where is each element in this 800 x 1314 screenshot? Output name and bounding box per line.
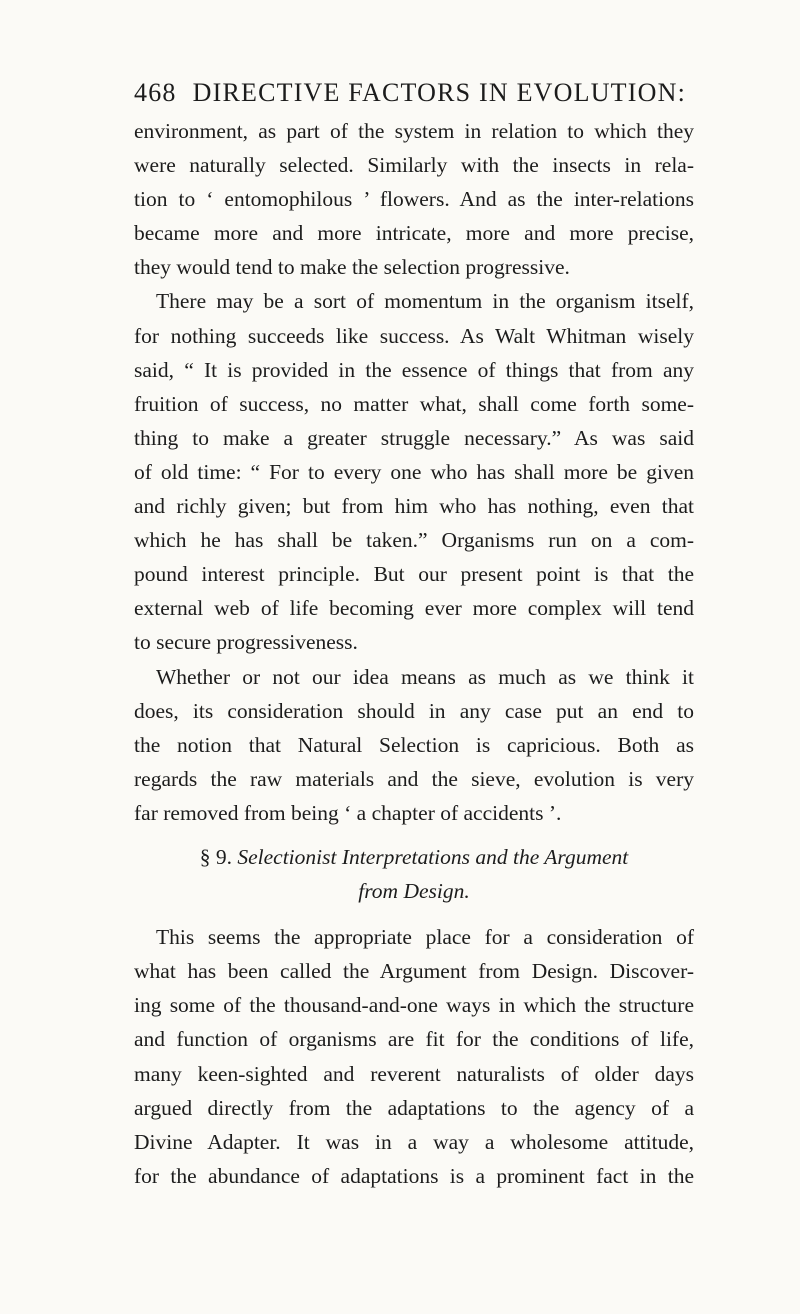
text-line: what has been called the Argument from Design. Discover- xyxy=(134,959,694,984)
text-line: they would tend to make the selection progressive. xyxy=(134,255,570,280)
section-heading-line-2 xyxy=(134,874,694,908)
text-line: of old time: “ For to every one who has shall more be given xyxy=(134,459,694,484)
section-heading xyxy=(134,840,694,908)
section-heading-line-1 xyxy=(134,840,694,874)
text-line: fruition of success, no matter what, shall come forth some- xyxy=(134,391,694,416)
page-number: 468 xyxy=(134,78,177,107)
text-line: ing some of the thousand-and-one ways in which the structure xyxy=(134,993,694,1018)
text-line: many keen-sighted and reverent naturalists of older days xyxy=(134,1061,694,1086)
running-head xyxy=(134,76,694,110)
text-line: which he has shall be taken.” Organisms run on a com- xyxy=(134,528,694,553)
running-head-title: DIRECTIVE FACTORS IN EVOLUTION: xyxy=(192,78,686,107)
section-number: § 9. xyxy=(199,844,232,869)
paragraph-4 xyxy=(134,920,694,1193)
text-line: the notion that Natural Selection is capricious. Both as xyxy=(134,732,694,757)
text-line: regards the raw materials and the sieve, evolution is very xyxy=(134,766,694,791)
section-title-part-1: Selectionist Interpretations and the Argument xyxy=(237,844,629,869)
text-line: external web of life becoming ever more complex will tend xyxy=(134,596,694,621)
paragraph-1 xyxy=(134,114,694,284)
text-line: became more and more intricate, more and more precise, xyxy=(134,221,694,246)
text-line: This seems the appropriate place for a consideration of xyxy=(156,925,694,950)
text-line: does, its consideration should in any case put an end to xyxy=(134,698,694,723)
text-line: Whether or not our idea means as much as we think it xyxy=(156,664,694,689)
body-text xyxy=(134,114,694,1193)
text-line: for nothing succeeds like success. As Walt Whitman wisely xyxy=(134,323,694,348)
text-line: and richly given; but from him who has nothing, even that xyxy=(134,494,694,519)
paragraph-3 xyxy=(134,660,694,830)
text-line: There may be a sort of momentum in the organism itself, xyxy=(156,289,694,314)
section-title-part-2: from Design. xyxy=(358,879,470,904)
text-line: Divine Adapter. It was in a way a wholesome attitude, xyxy=(134,1129,694,1154)
text-line: tion to ‘ entomophilous ’ flowers. And as the inter-relations xyxy=(134,187,694,212)
text-line: for the abundance of adaptations is a prominent fact in the xyxy=(134,1163,694,1188)
text-line: argued directly from the adaptations to the agency of a xyxy=(134,1095,694,1120)
text-line: and function of organisms are fit for the conditions of life, xyxy=(134,1027,694,1052)
text-line: to secure progressiveness. xyxy=(134,630,358,655)
paragraph-2 xyxy=(134,284,694,659)
text-line: far removed from being ‘ a chapter of accidents ’. xyxy=(134,800,562,825)
text-line: said, “ It is provided in the essence of things that from any xyxy=(134,357,694,382)
text-line: pound interest principle. But our present point is that the xyxy=(134,562,694,587)
text-line: environment, as part of the system in relation to which they xyxy=(134,119,694,143)
text-line: thing to make a greater struggle necessary.” As was said xyxy=(134,425,694,450)
text-line: were naturally selected. Similarly with the insects in rela- xyxy=(134,153,694,178)
